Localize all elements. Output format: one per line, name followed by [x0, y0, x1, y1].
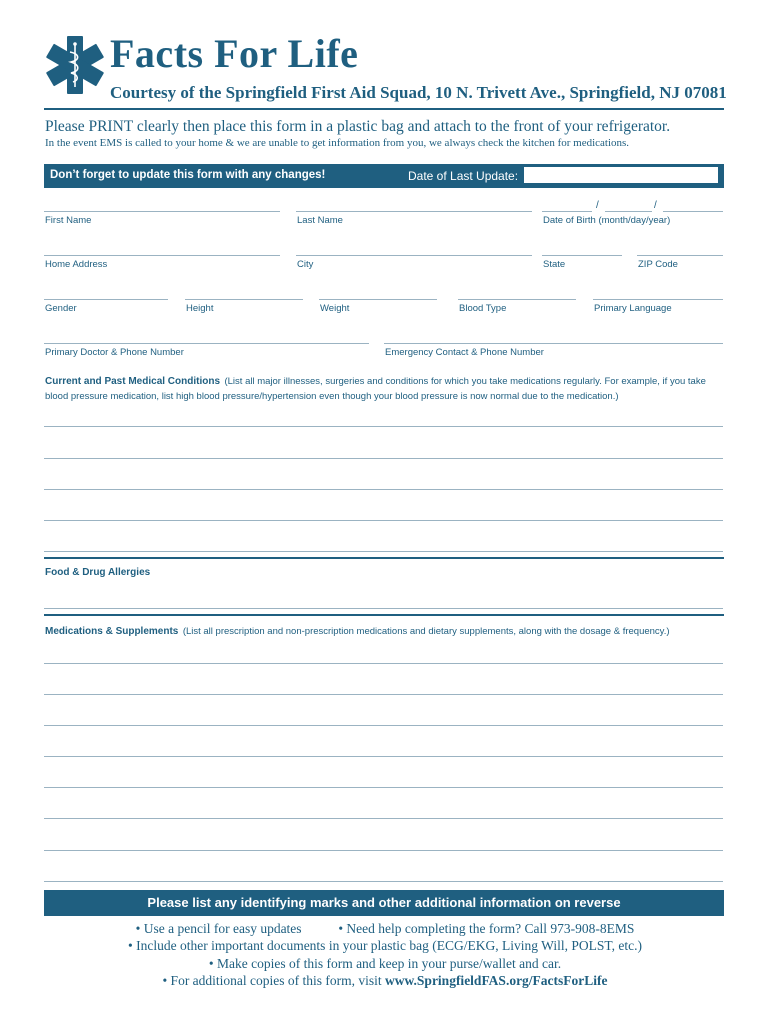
tip-documents: • Include other important documents in your plastic bag (ECG/EKG, Living Will, POLST, etc.) — [128, 938, 642, 953]
dob-day-line[interactable] — [605, 211, 652, 212]
state-line[interactable] — [542, 255, 622, 256]
state-label: State — [543, 259, 566, 270]
first-name-label: First Name — [45, 215, 92, 226]
tip-website-prefix: • For additional copies of this form, visit — [162, 973, 386, 988]
medications-section-header — [45, 623, 725, 638]
tip-help-phone: • Need help completing the form? Call 973-908-8EMS — [338, 921, 635, 936]
zip-line[interactable] — [637, 255, 723, 256]
home-address-line[interactable] — [44, 255, 280, 256]
city-line[interactable] — [296, 255, 532, 256]
medications-line[interactable] — [44, 663, 723, 664]
weight-line[interactable] — [319, 299, 437, 300]
gender-line[interactable] — [44, 299, 168, 300]
emergency-contact-line[interactable] — [384, 343, 723, 344]
tips-line-4 — [0, 973, 770, 989]
header-divider — [44, 108, 724, 110]
height-label: Height — [186, 303, 214, 314]
weight-label: Weight — [320, 303, 350, 314]
primary-doctor-line[interactable] — [44, 343, 369, 344]
medications-line[interactable] — [44, 850, 723, 851]
dob-label: Date of Birth (month/day/year) — [543, 215, 671, 226]
home-address-label: Home Address — [45, 259, 108, 270]
allergies-line[interactable] — [44, 608, 723, 609]
allergies-divider — [44, 614, 724, 616]
conditions-line[interactable] — [44, 426, 723, 427]
blood-type-label: Blood Type — [459, 303, 507, 314]
conditions-line[interactable] — [44, 489, 723, 490]
primary-doctor-label: Primary Doctor & Phone Number — [45, 347, 184, 358]
reverse-notice-banner — [44, 890, 724, 916]
last-name-line[interactable] — [296, 211, 532, 212]
conditions-line[interactable] — [44, 520, 723, 521]
last-update-field[interactable] — [524, 167, 718, 183]
website-link[interactable]: www.SpringfieldFAS.org/FactsForLife — [385, 973, 608, 988]
last-update-label: Date of Last Update: — [408, 169, 519, 183]
first-name-line[interactable] — [44, 211, 280, 212]
medications-line[interactable] — [44, 787, 723, 788]
height-line[interactable] — [185, 299, 303, 300]
tip-pencil: • Use a pencil for easy updates — [135, 921, 302, 936]
medications-title: Medications & Supplements — [45, 626, 179, 637]
dob-year-line[interactable] — [663, 211, 723, 212]
medications-line[interactable] — [44, 725, 723, 726]
dob-month-line[interactable] — [542, 211, 592, 212]
tips-line-1 — [0, 921, 770, 937]
conditions-description: (List all major illnesses, surgeries and conditions for which you take medications regularly. For example, if you take blood pressure medication, list high blood pressure/hypertension even though your blood pressure is now normal due to the medication.) — [45, 376, 706, 402]
gender-label: Gender — [45, 303, 77, 314]
update-reminder: Don’t forget to update this form with any changes! — [50, 169, 326, 181]
medications-line[interactable] — [44, 818, 723, 819]
medications-line[interactable] — [44, 694, 723, 695]
allergies-title: Food & Drug Allergies — [45, 567, 151, 578]
tip-copies: • Make copies of this form and keep in your purse/wallet and car. — [208, 956, 562, 971]
page-title: Facts For Life — [110, 31, 359, 76]
primary-language-label: Primary Language — [594, 303, 672, 314]
instructions-secondary: In the event EMS is called to your home & we are unable to get information from you, we always check the kitchen for medications. — [45, 137, 630, 149]
star-of-life-icon — [44, 34, 106, 96]
conditions-section-header — [45, 373, 725, 403]
conditions-line[interactable] — [44, 551, 723, 552]
conditions-title: Current and Past Medical Conditions — [45, 376, 221, 387]
medications-line[interactable] — [44, 881, 723, 882]
conditions-divider — [44, 557, 724, 559]
reverse-notice-text: Please list any identifying marks and other additional information on reverse — [147, 895, 621, 910]
update-banner — [44, 164, 724, 188]
dob-separator: / — [596, 200, 599, 211]
medications-description: (List all prescription and non-prescription medications and dietary supplements, along with the dosage & frequency.) — [182, 626, 670, 637]
medications-line[interactable] — [44, 756, 723, 757]
conditions-line[interactable] — [44, 458, 723, 459]
instructions-main: Please PRINT clearly then place this form in a plastic bag and attach to the front of your refrigerator. — [45, 118, 671, 135]
dob-separator: / — [654, 200, 657, 211]
blood-type-line[interactable] — [458, 299, 576, 300]
last-name-label: Last Name — [297, 215, 343, 226]
emergency-contact-label: Emergency Contact & Phone Number — [385, 347, 544, 358]
city-label: City — [297, 259, 314, 270]
primary-language-line[interactable] — [593, 299, 723, 300]
page-subtitle: Courtesy of the Springfield First Aid Squad, 10 N. Trivett Ave., Springfield, NJ 07081 — [110, 83, 727, 102]
zip-label: ZIP Code — [638, 259, 678, 270]
